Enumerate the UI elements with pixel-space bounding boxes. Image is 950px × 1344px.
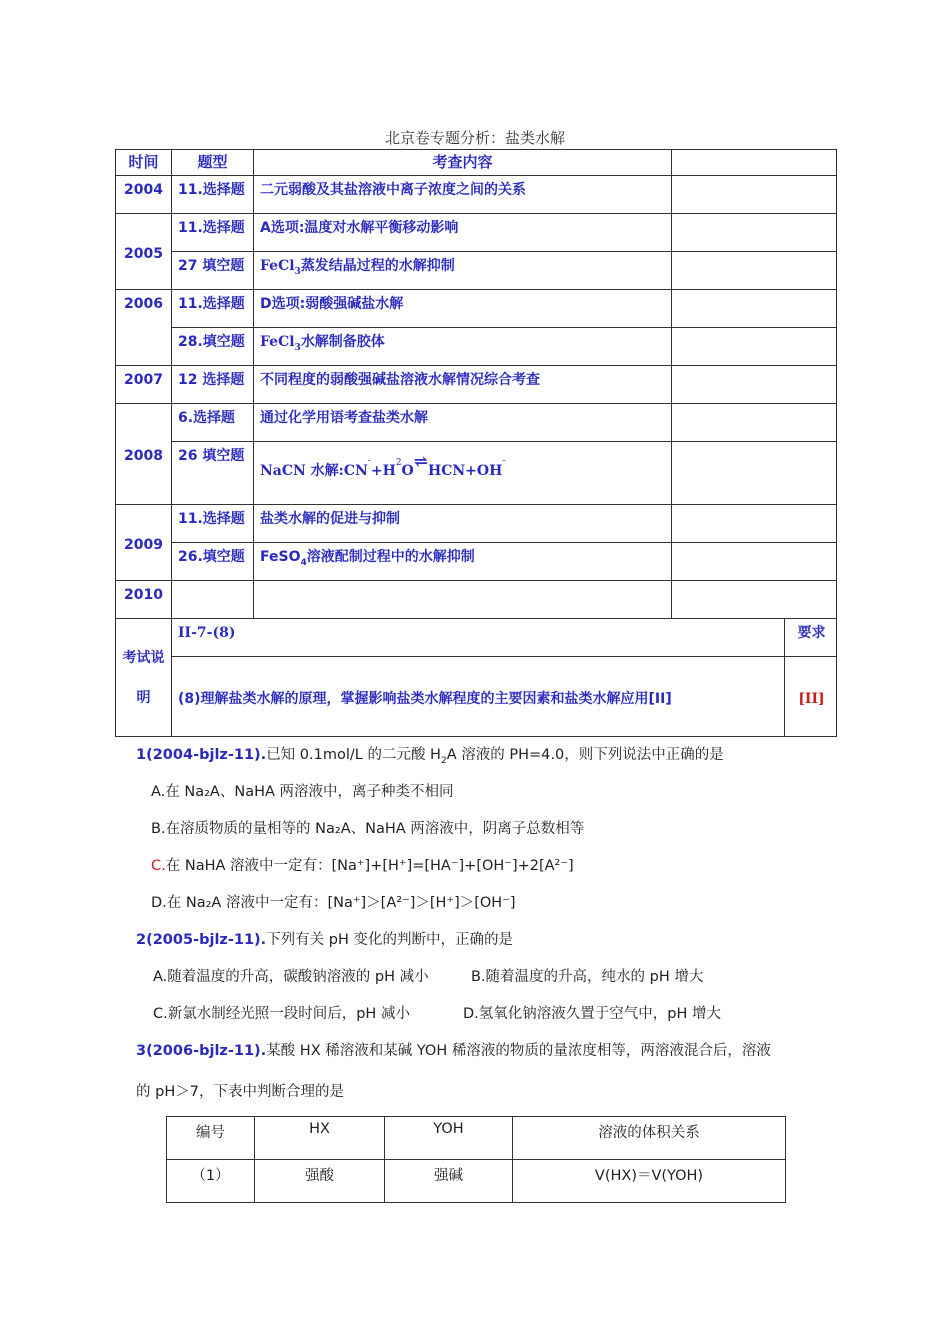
subscript-two: 2	[395, 458, 402, 468]
note-cell	[672, 328, 837, 366]
row-2009b	[116, 543, 837, 581]
year-cell: 2007	[116, 366, 172, 404]
row-2006a	[116, 290, 837, 328]
content-cell: 盐类水解的促进与抑制	[254, 505, 672, 543]
content-text: 蒸发结晶过程的水解抑制	[300, 258, 455, 274]
row-2005b	[116, 252, 837, 290]
row-2008a	[116, 404, 837, 442]
equation-water: +H	[370, 463, 396, 479]
type-cell: 28.填空题	[172, 328, 254, 366]
type-cell: 26 填空题	[172, 442, 254, 505]
note-cell	[672, 442, 837, 505]
formula-subscript: 4	[300, 557, 307, 568]
question-1-text-a: 已知 0.1mol/L 的二元酸 H	[266, 747, 441, 763]
type-cell: 11.选择题	[172, 290, 254, 328]
question-1-option-b: B.在溶质物质的量相等的 Na₂A、NaHA 两溶液中，阴离子总数相等	[151, 821, 585, 837]
year-cell: 2008	[116, 404, 172, 505]
year-cell: 2005	[116, 214, 172, 290]
note-cell	[672, 214, 837, 252]
type-cell: 6.选择题	[172, 404, 254, 442]
row-2010	[116, 581, 837, 619]
question-3-table	[166, 1116, 786, 1203]
question-3-stem	[136, 1039, 771, 1060]
table-header-cell: YOH	[385, 1117, 513, 1160]
requirement-label: 要求	[785, 619, 837, 657]
exam-label-cell	[116, 619, 172, 737]
note-cell	[672, 176, 837, 214]
year-cell: 2010	[116, 581, 172, 619]
type-cell: 27 填空题	[172, 252, 254, 290]
table-header-cell: 溶液的体积关系	[513, 1117, 786, 1160]
row-2009a	[116, 505, 837, 543]
content-cell: D选项:弱酸强碱盐水解	[254, 290, 672, 328]
formula-text: FeCl	[260, 334, 295, 350]
note-cell	[672, 581, 837, 619]
note-cell	[672, 290, 837, 328]
note-cell	[672, 543, 837, 581]
row-2006b	[116, 328, 837, 366]
question-2-text: 下列有关 pH 变化的判断中，正确的是	[266, 932, 514, 948]
question-1-option-d: D.在 Na₂A 溶液中一定有：[Na⁺]＞[A²⁻]＞[H⁺]＞[OH⁻]	[151, 895, 516, 911]
row-exam-code	[116, 619, 837, 657]
exam-label-line1: 考试说	[122, 649, 165, 666]
table-header-row	[167, 1117, 786, 1160]
table-cell: 强酸	[255, 1160, 385, 1203]
type-cell: 11.选择题	[172, 505, 254, 543]
question-1-tag: 1(2004-bjlz-11).	[136, 747, 267, 763]
document-title: 北京卷专题分析：盐类水解	[384, 129, 565, 147]
content-cell	[254, 252, 672, 290]
type-cell: 26.填空题	[172, 543, 254, 581]
note-cell	[672, 505, 837, 543]
question-1-text-b: A 溶液的 PH=4.0，则下列说法中正确的是	[446, 747, 724, 763]
note-cell	[672, 404, 837, 442]
formula-subscript: 3	[294, 266, 301, 277]
question-3-tag: 3(2006-bjlz-11).	[136, 1043, 267, 1059]
type-cell	[172, 581, 254, 619]
header-time: 时间	[116, 150, 172, 176]
row-exam-desc	[116, 657, 837, 737]
equation-oxygen: O	[401, 463, 414, 479]
question-2-option-a: A.随着温度的升高，碳酸钠溶液的 pH 减小	[153, 969, 429, 985]
content-cell	[254, 581, 672, 619]
question-2-option-b: B.随着温度的升高，纯水的 pH 增大	[471, 969, 704, 985]
header-content: 考查内容	[254, 150, 672, 176]
content-cell: 不同程度的弱酸强碱盐溶液水解情况综合考查	[254, 366, 672, 404]
question-2-option-c: C.新氯水制经光照一段时间后，pH 减小	[153, 1006, 410, 1022]
content-cell	[254, 543, 672, 581]
type-cell: 11.选择题	[172, 176, 254, 214]
row-2004	[116, 176, 837, 214]
requirement-level: [II]	[785, 657, 837, 737]
question-3-stem-line2: 的 pH＞7，下表中判断合理的是	[136, 1084, 344, 1100]
equation-right: HCN+OH	[428, 463, 503, 479]
content-cell: 通过化学用语考查盐类水解	[254, 404, 672, 442]
row-2007	[116, 366, 837, 404]
charge-superscript: -	[502, 456, 506, 466]
question-1-option-c	[151, 854, 574, 875]
row-2005a	[116, 214, 837, 252]
summary-header-row	[116, 150, 837, 176]
summary-table	[115, 149, 837, 737]
table-header-cell: HX	[255, 1117, 385, 1160]
year-cell: 2004	[116, 176, 172, 214]
content-text: 溶液配制过程中的水解抑制	[306, 549, 475, 565]
note-cell	[672, 366, 837, 404]
row-2008b	[116, 442, 837, 505]
question-1-stem	[136, 743, 724, 766]
hydrolysis-equation	[260, 452, 506, 483]
table-cell: 强碱	[385, 1160, 513, 1203]
table-cell: V(HX)＝V(YOH)	[513, 1160, 786, 1203]
exam-label-line2: 明	[136, 689, 151, 706]
type-cell: 12 选择题	[172, 366, 254, 404]
formula-text: FeCl	[260, 258, 295, 274]
formula-text: FeSO	[260, 549, 301, 565]
type-cell: 11.选择题	[172, 214, 254, 252]
header-blank	[672, 150, 837, 176]
table-cell: （1）	[167, 1160, 255, 1203]
header-type: 题型	[172, 150, 254, 176]
table-header-cell: 编号	[167, 1117, 255, 1160]
note-cell	[672, 252, 837, 290]
answer-marker: C.	[151, 858, 166, 874]
content-text: 水解制备胶体	[300, 334, 385, 350]
table-row	[167, 1160, 786, 1203]
question-1-option-a: A.在 Na₂A、NaHA 两溶液中，离子种类不相同	[151, 784, 454, 800]
content-cell: A选项:温度对水解平衡移动影响	[254, 214, 672, 252]
question-2-tag: 2(2005-bjlz-11).	[136, 932, 267, 948]
equilibrium-arrow-icon: ⇌	[413, 452, 428, 472]
year-cell: 2009	[116, 505, 172, 581]
question-2-stem	[136, 928, 513, 949]
exam-code-cell: II-7-(8)	[172, 619, 785, 657]
equation-cell	[254, 442, 672, 505]
content-cell	[254, 328, 672, 366]
equation-left: NaCN 水解:CN	[260, 463, 368, 479]
charge-superscript: -	[367, 456, 371, 466]
year-cell: 2006	[116, 290, 172, 366]
exam-description: (8)理解盐类水解的原理，掌握影响盐类水解程度的主要因素和盐类水解应用[II]	[172, 657, 785, 737]
content-cell: 二元弱酸及其盐溶液中离子浓度之间的关系	[254, 176, 672, 214]
question-2-option-d: D.氢氧化钠溶液久置于空气中，pH 增大	[463, 1006, 721, 1022]
question-1-subscript: 2	[440, 755, 447, 766]
option-c-text: 在 NaHA 溶液中一定有：[Na⁺]+[H⁺]=[HA⁻]+[OH⁻]+2[A²⁻]	[165, 858, 574, 874]
formula-subscript: 3	[294, 342, 301, 353]
question-3-text-1: 某酸 HX 稀溶液和某碱 YOH 稀溶液的物质的量浓度相等，两溶液混合后，溶液	[266, 1043, 771, 1059]
